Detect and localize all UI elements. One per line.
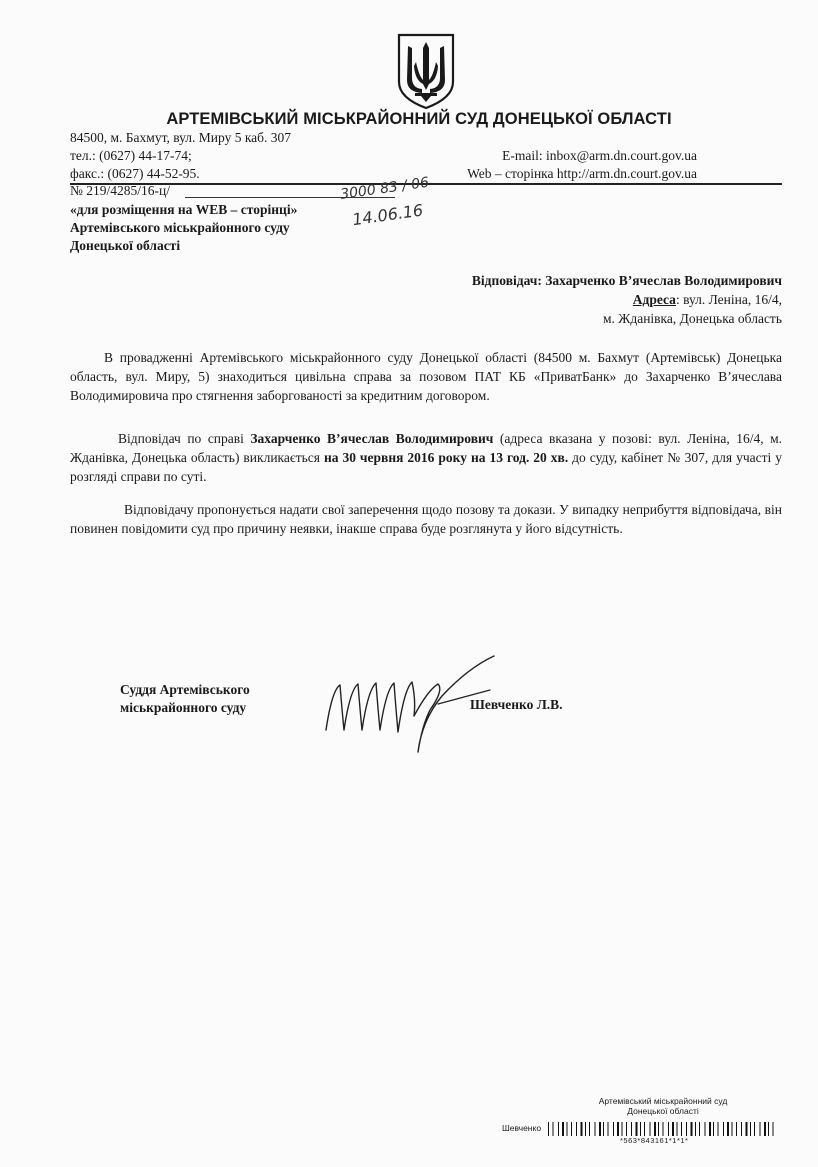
recipient-line-web: «для розміщення на WEB – сторінці» xyxy=(70,202,298,217)
handwritten-registration-note xyxy=(330,168,460,232)
stamp-court: Артемівський міськрайонний суд xyxy=(598,1096,728,1106)
document-number: № 219/4285/16-ц/ xyxy=(70,183,170,198)
summons-paragraph xyxy=(70,429,782,486)
respondent-address-line xyxy=(633,290,782,309)
respondent-name-line xyxy=(472,271,782,290)
court-phone: тел.: (0627) 44-17-74; xyxy=(70,148,192,163)
recipient-line-court: Артемівського міськрайонного суду xyxy=(70,220,290,235)
svg-text:14.06.16: 14.06.16 xyxy=(351,200,425,230)
court-address: 84500, м. Бахмут, вул. Миру 5 каб. 307 xyxy=(70,130,292,145)
court-name-heading: АРТЕМІВСЬКИЙ МІСЬКРАЙОННИЙ СУД ДОНЕЦЬКОЇ ОБЛАСТІ xyxy=(166,110,672,128)
judge-title xyxy=(120,681,250,717)
summons-address: (адреса вказана у позові: вул. Леніна, 16/4, м. Жданівка, Донецька область) викликається xyxy=(70,431,782,465)
respondent-label: Відповідач: xyxy=(471,273,542,288)
address-label: Адреса xyxy=(632,292,676,307)
judge-name: Шевченко Л.В. xyxy=(470,697,563,712)
summons-respondent: Захарченко В’ячеслав Володимирович xyxy=(250,431,494,446)
stamp-judge-name: Шевченко xyxy=(502,1123,542,1133)
stamp-region: Донецької області xyxy=(627,1106,699,1116)
court-fax: факс.: (0627) 44-52-95. xyxy=(70,166,200,181)
summons-intro: Відповідач по справі xyxy=(118,431,251,446)
recipient-line-region: Донецької області xyxy=(70,238,181,253)
hearing-date: на 30 червня 2016 року на 13 год. 20 хв. xyxy=(323,450,569,465)
judge-title-line2: міськрайонного суду xyxy=(120,700,247,715)
court-email: E-mail: inbox@arm.dn.court.gov.ua xyxy=(502,148,697,163)
respondent-name: Захарченко В’ячеслав Володимирович xyxy=(545,273,782,288)
summons-location: до суду, кабінет № 307, для участі у розгляді справи по суті. xyxy=(70,450,782,484)
svg-text:3000 83 / 06: 3000 83 / 06 xyxy=(339,174,431,203)
address-value: : вул. Леніна, 16/4, xyxy=(675,292,782,307)
case-description-paragraph: В провадженні Артемівського міськрайонного суду Донецької області (84500 м. Бахмут (Артемівськ) Донецька область, вул. Миру, 5) знаходиться цивільна справа за позовом ПАТ КБ «ПриватБанк» до Захарченко В’ячеслава Володимировича про стягнення заборгованості за кредитним договором. xyxy=(70,350,782,403)
court-website: Web – сторінка http://arm.dn.court.gov.ua xyxy=(467,166,697,181)
barcode-number: *563*843161*1*1* xyxy=(620,1136,689,1145)
respondent-city: м. Жданівка, Донецька область xyxy=(602,311,782,326)
coat-of-arms-icon xyxy=(395,32,457,110)
barcode-icon xyxy=(548,1122,778,1136)
court-stamp xyxy=(578,1096,748,1116)
objections-paragraph: Відповідачу пропонується надати свої заперечення щодо позову та докази. У випадку неприбуття відповідача, він повинен повідомити суд про причину неявки, інакше справа буде розглянута у його відсутність. xyxy=(70,502,782,536)
judge-title-line1: Суддя Артемівського xyxy=(120,682,250,697)
